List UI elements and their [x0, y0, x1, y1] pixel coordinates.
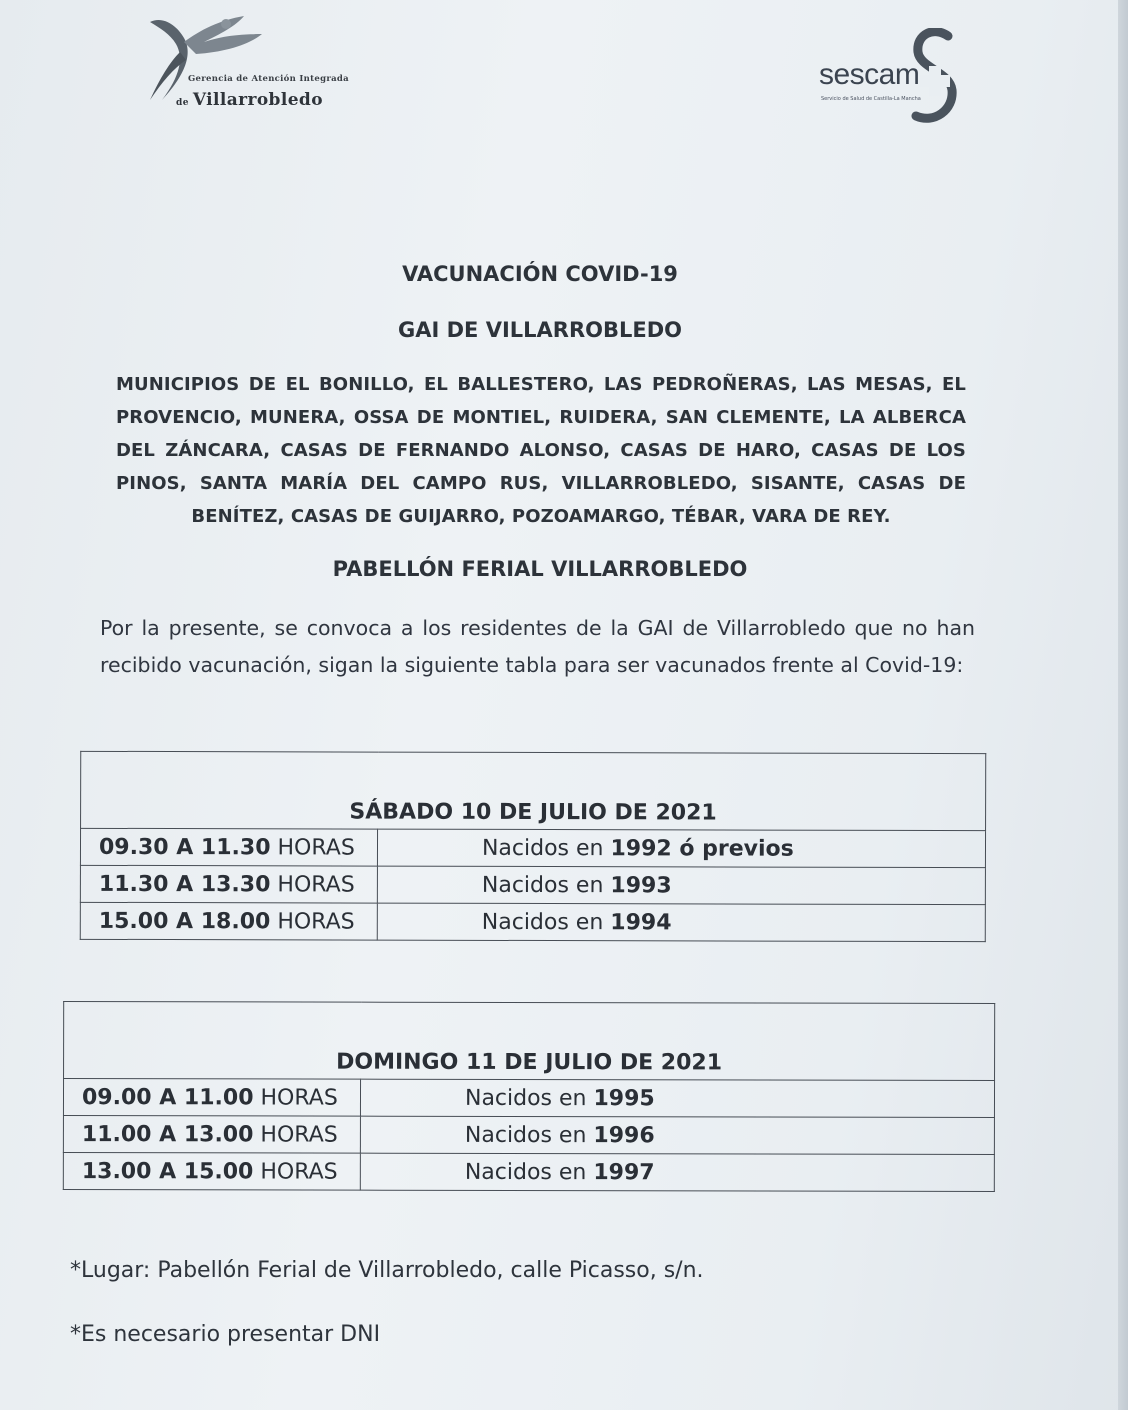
born-prefix: Nacidos en [464, 1085, 587, 1111]
intro-paragraph: Por la presente, se convoca a los residentes de la GAI de Villarrobledo que no han recibido vacunación, sigan la siguiente tabla para ser vacunados frente al Covid-19: [100, 616, 975, 677]
time-slot-cell [80, 902, 377, 940]
time-unit: HORAS [277, 908, 355, 935]
birth-year-cell [377, 903, 985, 942]
time-range: 13.00 A 15.00 [81, 1158, 254, 1184]
logo-line1: Gerencia de Atención Integrada [188, 74, 349, 84]
time-slot-cell [80, 828, 377, 866]
time-range: 09.30 A 11.30 [98, 834, 271, 860]
birth-year-cell [360, 1079, 994, 1117]
table-row [80, 865, 985, 904]
born-prefix: Nacidos en [481, 909, 604, 935]
schedule-table-saturday [80, 751, 986, 942]
table-row [80, 902, 985, 941]
logo-line2 [176, 90, 323, 110]
birth-year-cell [360, 1116, 994, 1154]
birth-years: 1994 [610, 909, 672, 935]
schedule-day-header: SÁBADO 10 DE JULIO DE 2021 [81, 751, 986, 830]
logo-line2-name: Villarrobledo [192, 90, 323, 110]
time-slot-cell [63, 1153, 360, 1191]
birth-year-cell [377, 829, 985, 868]
born-prefix: Nacidos en [481, 835, 604, 861]
sescam-logo [815, 28, 975, 128]
time-unit: HORAS [260, 1084, 338, 1111]
time-range: 15.00 A 18.00 [98, 908, 271, 934]
time-unit: HORAS [277, 871, 355, 898]
born-prefix: Nacidos en [464, 1159, 587, 1185]
venue-note: *Lugar: Pabellón Ferial de Villarrobledo, calle Picasso, s/n. [70, 1258, 704, 1283]
time-slot-cell [80, 865, 377, 903]
page-edge [1118, 0, 1128, 1410]
time-range: 11.30 A 13.30 [98, 871, 271, 897]
birth-years: 1995 [593, 1085, 655, 1111]
time-unit: HORAS [277, 834, 355, 861]
id-requirement-note: *Es necesario presentar DNI [70, 1322, 381, 1347]
logo-line2-prefix: de [176, 98, 189, 108]
sescam-s-cross-icon [910, 28, 960, 128]
time-slot-cell [63, 1079, 360, 1117]
birth-year-cell [377, 866, 985, 905]
time-range: 09.00 A 11.00 [81, 1084, 254, 1110]
born-prefix: Nacidos en [464, 1122, 587, 1148]
birth-years: 1993 [610, 872, 672, 898]
birth-year-cell [360, 1153, 994, 1191]
time-unit: HORAS [260, 1121, 338, 1148]
venue-title: PABELLÓN FERIAL VILLARROBLEDO [332, 557, 748, 581]
time-unit: HORAS [260, 1158, 338, 1185]
schedule-day-header: DOMINGO 11 DE JULIO DE 2021 [64, 1002, 995, 1081]
document-title: VACUNACIÓN COVID-19 [402, 262, 678, 286]
table-row [63, 1116, 994, 1155]
sescam-subtitle: Servicio de Salud de Castilla-La Mancha [821, 96, 921, 102]
document-subtitle: GAI DE VILLARROBLEDO [398, 318, 682, 342]
sescam-wordmark: sescam [819, 58, 920, 91]
schedule-table-sunday [63, 1001, 995, 1192]
table-row [80, 828, 985, 867]
time-range: 11.00 A 13.00 [81, 1121, 254, 1147]
birth-years: 1992 ó previos [610, 835, 794, 862]
gai-villarrobledo-logo [140, 12, 380, 112]
municipalities-list: MUNICIPIOS DE EL BONILLO, EL BALLESTERO, LAS PEDROÑERAS, LAS MESAS, EL PROVENCIO, MUNERA, OSSA DE MONTIEL, RUIDERA, SAN CLEMENTE, LA ALBERCA DEL ZÁNCARA, CASAS DE FERNANDO ALONSO, CASAS DE HARO, CASAS DE LOS PINOS, SANTA MARÍA DEL CAMPO RUS, VILLARROBLEDO, SISANTE, CASAS DE BENÍTEZ, CASAS DE GUIJARRO, POZOAMARGO, TÉBAR, VARA DE REY. [116, 374, 966, 527]
table-row [63, 1079, 994, 1118]
birth-years: 1996 [593, 1122, 655, 1148]
table-row [63, 1153, 994, 1192]
birth-years: 1997 [593, 1159, 655, 1185]
time-slot-cell [63, 1116, 360, 1154]
born-prefix: Nacidos en [481, 872, 604, 898]
